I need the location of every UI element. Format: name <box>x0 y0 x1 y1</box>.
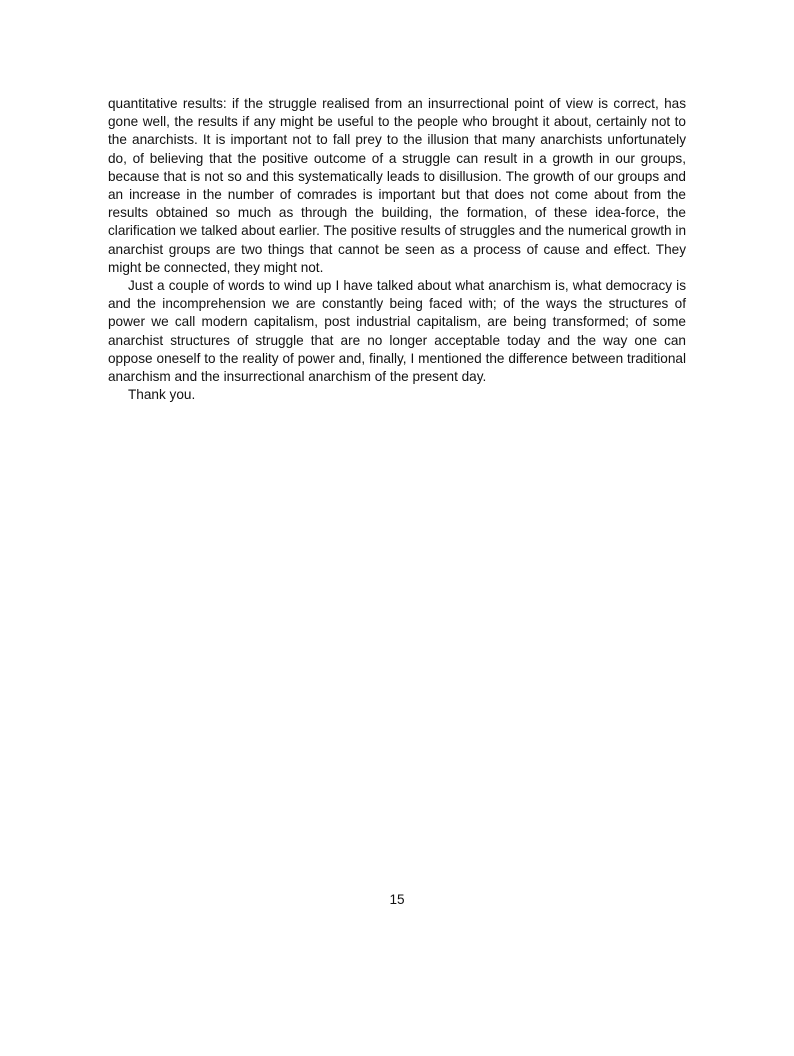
body-paragraph-conclusion: Just a couple of words to wind up I have talked about what anarchism is, what democracy is and the incomprehension we are constantly being faced with; of the ways the structures of power we call modern capitalism, post industrial capitalism, are being transformed; of some anarchist structures of struggle that are no longer acceptable today and the way one can oppose oneself to the reality of power and, finally, I mentioned the difference between traditional anarchism and the insurrectional anarchism of the present day. <box>108 278 686 385</box>
body-paragraph-closing: Thank you. <box>128 387 196 403</box>
page-body <box>108 95 686 404</box>
body-paragraph-continued: quantitative results: if the struggle realised from an insurrectional point of view is correct, has gone well, the results if any might be useful to the people who brought it about, certainly not to the anarchists. It is important not to fall prey to the illusion that many anarchists unfortunately do, of believing that the positive outcome of a struggle can result in a growth in our groups, because that is not so and this systematically leads to disillusion. The growth of our groups and an increase in the number of comrades is important but that does not come about from the results obtained so much as through the building, the formation, of these idea-force, the clarification we talked about earlier. The positive results of struggles and the numerical growth in anarchist groups are two things that cannot be seen as a process of cause and effect. They might be connected, they might not. <box>108 96 686 275</box>
page-number: 15 <box>389 892 405 907</box>
